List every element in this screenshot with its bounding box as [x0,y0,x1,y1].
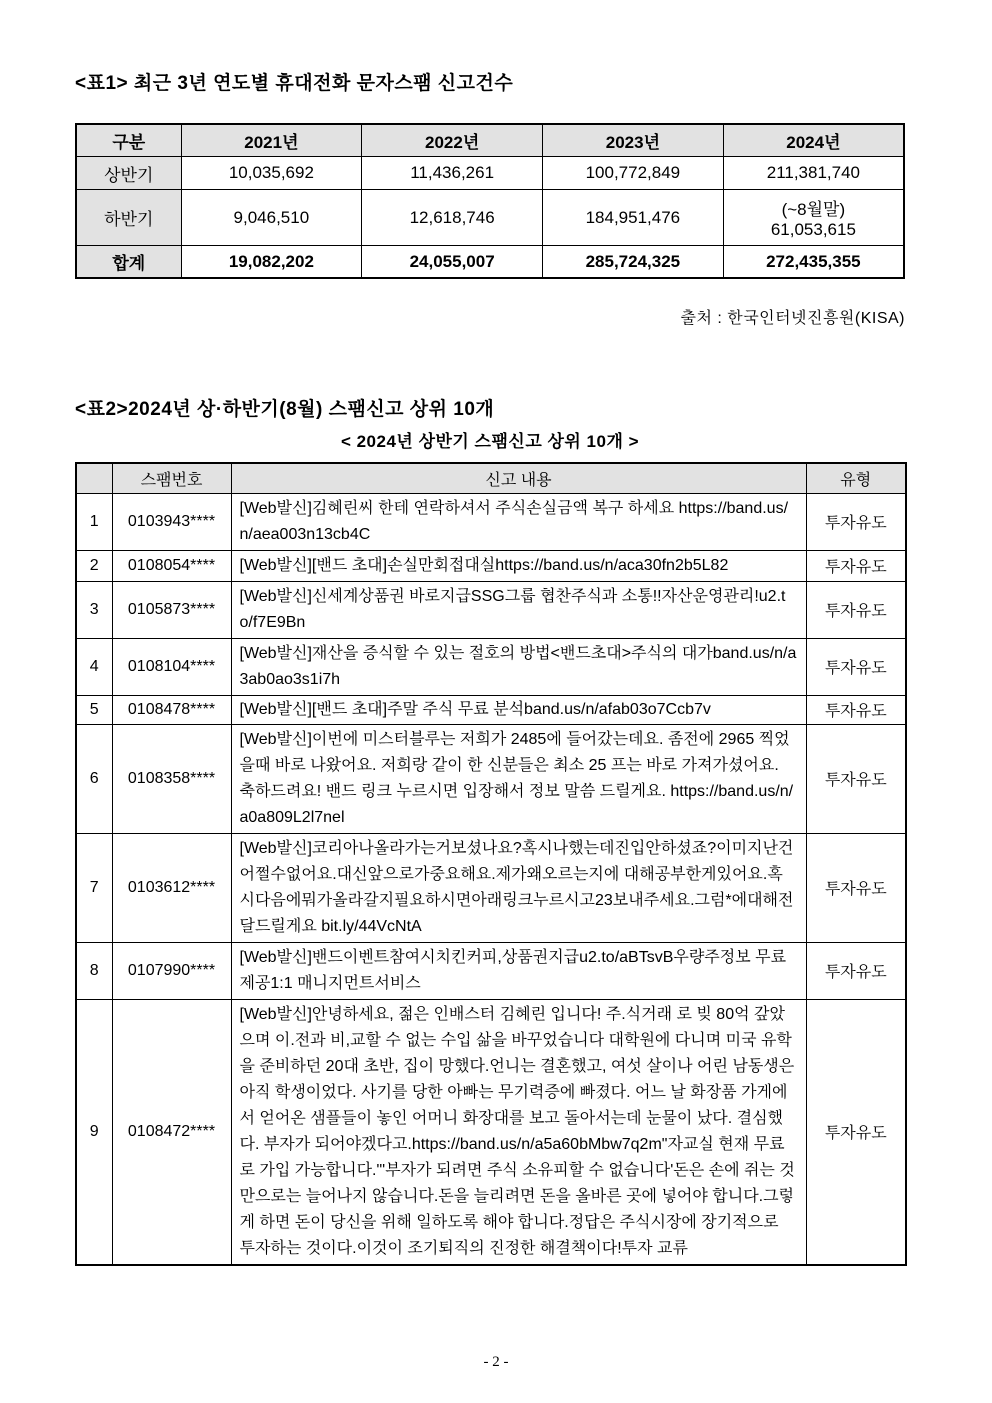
report-content: [Web발신]밴드이벤트참여시치킨커피,상품권지급u2.to/aBTsvB우량주정보 무료제공1:1 매니지먼트서비스 [231,942,806,999]
value-cell: 184,951,476 [543,190,724,246]
table2-title: <표2>2024년 상·하반기(8월) 스팸신고 상위 10개 [75,399,495,420]
table-row [76,638,906,695]
report-content: [Web발신]안녕하세요, 젊은 인배스터 김혜린 입니다! 주.식거래 로 빚 80억 갚았으며 이.전과 비,교할 수 없는 수입 삶을 바꾸었습니다 대학원에 다니며 미국 유학을 준비하던 20대 초반, 집이 망했다.언니는 결혼했고, 여섯 살이나 어린 남동생은 아직 학생이었다. 사기를 당한 아빠는 무기력증에 빠졌다. 어느 날 화장품 가게에서 얻어온 샘플들이 놓인 어머니 화장대를 보고 돌아서는데 눈물이 났다. 결심했다. 부자가 되어야겠다고.https://band.us/n/a5a60bMbw7q2m"자교실 현재 무료로 가입 가능합니다."'부자가 되려면 주식 소유피할 수 없습니다'돈은 손에 쥐는 것 만으로는 늘어나지 않습니다.돈을 늘리려면 돈을 올바른 곳에 넣어야 합니다.그렇게 하면 돈이 당신을 위해 일하도록 해야 합니다.정답은 주식시장에 장기적으로 투자하는 것이다.이것이 조기퇴직의 진정한 해결책이다!투자 교류 [231,999,806,1265]
row-index: 1 [76,493,112,550]
spam-count-table [75,123,905,279]
aug-value: 61,053,615 [770,220,856,239]
page-number: - 2 - [483,1354,509,1370]
spam-top10-table [75,462,907,1266]
table1-title: <표1> 최근 3년 연도별 휴대전화 문자스팸 신고건수 [75,73,514,94]
spam-number: 0107990**** [112,942,231,999]
report-content: [Web발신]재산을 증식할 수 있는 절호의 방법<밴드초대>주식의 대가band.us/n/a3ab0ao3s1i7h [231,638,806,695]
spam-number: 0103612**** [112,833,231,942]
value-cell: 11,436,261 [362,157,543,190]
table1-header-gubun: 구분 [76,124,181,157]
row-index: 5 [76,695,112,724]
value-cell-with-note [723,190,904,246]
table2-header-type: 유형 [806,463,906,493]
table1-header-2022: 2022년 [362,124,543,157]
row-index: 7 [76,833,112,942]
table-row [76,942,906,999]
value-cell: 24,055,007 [362,246,543,279]
table-row [76,999,906,1265]
table2-header-number: 스팸번호 [112,463,231,493]
aug-note: (~8월말) [781,200,846,219]
table1-header-2023: 2023년 [543,124,724,157]
spam-type: 투자유도 [806,999,906,1265]
table1-header-2024: 2024년 [723,124,904,157]
table2-subtitle: < 2024년 상반기 스팸신고 상위 10개 > [340,432,640,451]
spam-number: 0103943**** [112,493,231,550]
row-index: 6 [76,724,112,833]
spam-number: 0108478**** [112,695,231,724]
spam-number: 0108054**** [112,550,231,581]
spam-type: 투자유도 [806,833,906,942]
row-index: 3 [76,581,112,638]
value-cell: 12,618,746 [362,190,543,246]
row-label: 상반기 [76,157,181,190]
spam-type: 투자유도 [806,493,906,550]
page-content [75,0,905,1266]
table2-header-index [76,463,112,493]
value-cell: 211,381,740 [723,157,904,190]
report-content: [Web발신]신세계상품권 바로지급SSG그룹 협찬주식과 소통!!자산운영관리!u2.to/f7E9Bn [231,581,806,638]
value-cell: 9,046,510 [181,190,362,246]
spam-type: 투자유도 [806,695,906,724]
table1-row-first-half [76,157,904,190]
table-row [76,724,906,833]
spam-number: 0108104**** [112,638,231,695]
row-index: 8 [76,942,112,999]
table1-row-total [76,246,904,279]
row-label: 하반기 [76,190,181,246]
row-index: 2 [76,550,112,581]
spam-number: 0108472**** [112,999,231,1265]
value-cell: 19,082,202 [181,246,362,279]
spam-number: 0108358**** [112,724,231,833]
spam-type: 투자유도 [806,724,906,833]
table2-header-row [76,463,906,493]
report-content: [Web발신][밴드 초대]손실만회접대실https://band.us/n/aca30fn2b5L82 [231,550,806,581]
table-row [76,833,906,942]
spam-type: 투자유도 [806,638,906,695]
table2-header-content: 신고 내용 [231,463,806,493]
value-cell: 10,035,692 [181,157,362,190]
value-cell: 100,772,849 [543,157,724,190]
spam-number: 0105873**** [112,581,231,638]
report-content: [Web발신]코리아나올라가는거보셨나요?혹시나했는데진입안하셨죠?이미지난건어쩔수없어요.대신앞으로가중요해요.제가왜오르는지에 대해공부한게있어요.혹시다음에뭐가올라갈지필요하시면아래링크누르시고23보내주세요.그럼*에대해전달드릴게요 bit.ly/44VcNtA [231,833,806,942]
row-index: 9 [76,999,112,1265]
table1-header-2021: 2021년 [181,124,362,157]
report-content: [Web발신]이번에 미스터블루는 저희가 2485에 들어갔는데요. 좀전에 2965 찍었을때 바로 나왔어요. 저희랑 같이 한 신분들은 최소 25 프는 바로 가져가셨어요. 축하드려요! 밴드 링크 누르시면 입장해서 정보 말씀 드릴게요. https://band.us/n/a0a809L2l7nel [231,724,806,833]
report-content: [Web발신][밴드 초대]주말 주식 무료 분석band.us/n/afab03o7Ccb7v [231,695,806,724]
row-index: 4 [76,638,112,695]
value-cell: 272,435,355 [723,246,904,279]
table-row [76,581,906,638]
table-row [76,550,906,581]
table-row [76,493,906,550]
spam-type: 투자유도 [806,942,906,999]
table-row [76,695,906,724]
spam-type: 투자유도 [806,550,906,581]
value-cell: 285,724,325 [543,246,724,279]
table1-header-row [76,124,904,157]
spam-type: 투자유도 [806,581,906,638]
row-label: 합계 [76,246,181,279]
source-note: 출처 : 한국인터넷진흥원(KISA) [680,310,905,327]
report-content: [Web발신]김혜린씨 한테 연락하셔서 주식손실금액 복구 하세요 https://band.us/n/aea003n13cb4C [231,493,806,550]
table1-row-second-half [76,190,904,246]
